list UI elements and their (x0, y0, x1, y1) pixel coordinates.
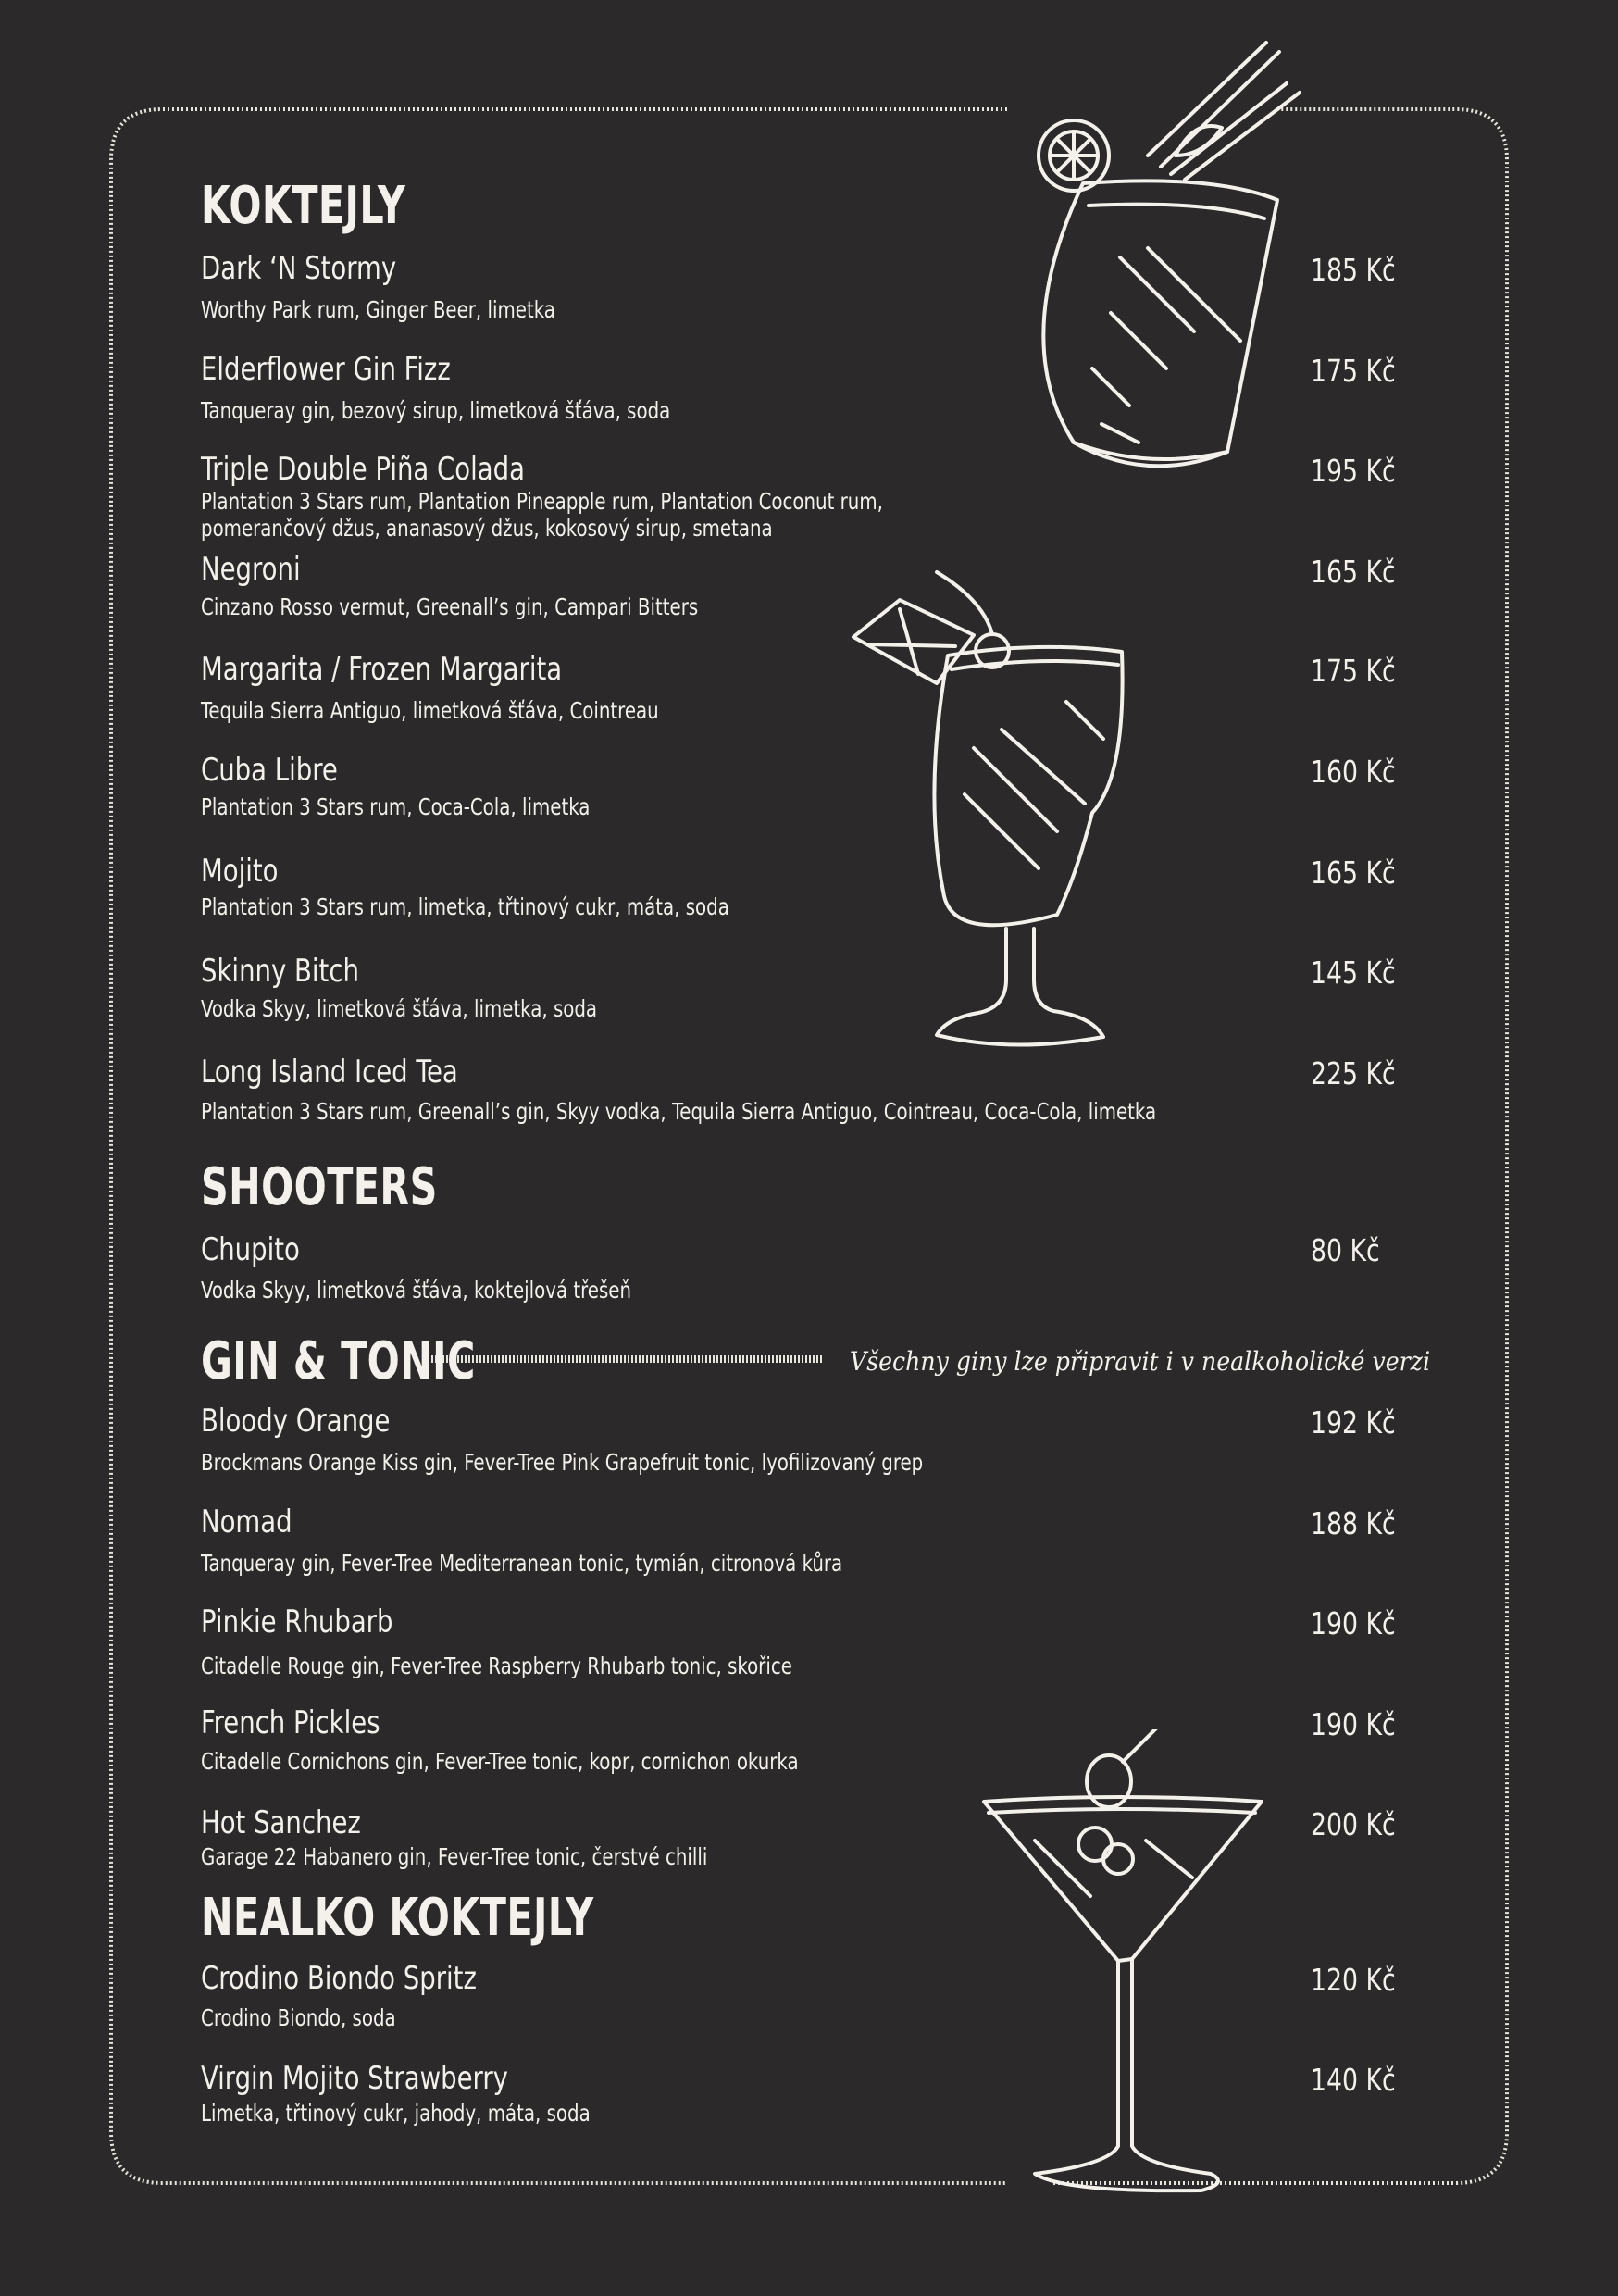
item-description: Tanqueray gin, bezový sirup, limetková šťáva, soda (201, 397, 671, 424)
martini-glass-icon (979, 1729, 1266, 2202)
item-price: 80 Kč (1311, 1232, 1380, 1268)
section-title-koktejly: KOKTEJLY (201, 176, 406, 236)
item-price: 190 Kč (1311, 1706, 1396, 1742)
item-name: Virgin Mojito Strawberry (201, 2060, 508, 2097)
hurricane-glass-icon (844, 563, 1140, 1063)
item-name: Negroni (201, 551, 301, 588)
item-name: Long Island Iced Tea (201, 1054, 458, 1091)
section-title-shooters: SHOOTERS (201, 1157, 438, 1217)
item-description: Tequila Sierra Antiguo, limetková šťáva, Cointreau (201, 697, 659, 724)
item-name: Chupito (201, 1231, 300, 1268)
item-name: Pinkie Rhubarb (201, 1603, 393, 1641)
item-description: Worthy Park rum, Ginger Beer, limetka (201, 296, 555, 323)
item-price: 185 Kč (1311, 252, 1396, 288)
item-description: Plantation 3 Stars rum, Coca-Cola, limetka (201, 793, 591, 820)
item-description: Vodka Skyy, limetková šťáva, limetka, soda (201, 995, 598, 1022)
item-name: Triple Double Piña Colada (201, 451, 525, 488)
item-price: 188 Kč (1311, 1505, 1396, 1541)
highball-glass-icon (1009, 35, 1314, 489)
item-price: 165 Kč (1311, 855, 1396, 891)
item-description: Plantation 3 Stars rum, limetka, třtinový cukr, máta, soda (201, 893, 729, 920)
item-price: 192 Kč (1311, 1404, 1396, 1441)
item-name: Hot Sanchez (201, 1804, 361, 1841)
item-description-line2: pomerančový džus, ananasový džus, kokosový sirup, smetana (201, 515, 773, 542)
item-name: Elderflower Gin Fizz (201, 351, 451, 388)
item-price: 200 Kč (1311, 1806, 1396, 1842)
item-price: 160 Kč (1311, 754, 1396, 790)
item-description: Limetka, třtinový cukr, jahody, máta, soda (201, 2100, 591, 2127)
item-name: Dark ‘N Stormy (201, 250, 397, 287)
item-name: French Pickles (201, 1704, 380, 1741)
item-price: 225 Kč (1311, 1055, 1396, 1092)
item-name: Bloody Orange (201, 1403, 391, 1440)
item-description: Plantation 3 Stars rum, Greenall’s gin, Skyy vodka, Tequila Sierra Antiguo, Cointreau, Coca-Cola, limetka (201, 1098, 1157, 1125)
item-price: 140 Kč (1311, 2062, 1396, 2098)
item-name: Nomad (201, 1504, 292, 1541)
item-name: Margarita / Frozen Margarita (201, 651, 563, 688)
section-title-nealko: NEALKO KOKTEJLY (201, 1888, 594, 1948)
item-name: Crodino Biondo Spritz (201, 1960, 477, 1997)
item-description: Citadelle Rouge gin, Fever-Tree Raspberry Rhubarb tonic, skořice (201, 1653, 792, 1679)
gin-note: Všechny giny lze připravit i v nealkoholické verzi (850, 1346, 1431, 1377)
item-name: Mojito (201, 853, 279, 890)
item-description: Plantation 3 Stars rum, Plantation Pineapple rum, Plantation Coconut rum, (201, 488, 883, 515)
item-description: Crodino Biondo, soda (201, 2004, 396, 2031)
section-title-gin-tonic: GIN & TONIC (201, 1331, 476, 1391)
item-description: Brockmans Orange Kiss gin, Fever-Tree Pink Grapefruit tonic, lyofilizovaný grep (201, 1449, 924, 1476)
item-description: Garage 22 Habanero gin, Fever-Tree tonic, čerstvé chilli (201, 1843, 708, 1870)
item-price: 190 Kč (1311, 1605, 1396, 1641)
item-price: 145 Kč (1311, 955, 1396, 991)
item-price: 175 Kč (1311, 653, 1396, 689)
item-name: Skinny Bitch (201, 953, 359, 990)
item-description: Citadelle Cornichons gin, Fever-Tree tonic, kopr, cornichon okurka (201, 1748, 799, 1775)
item-description: Tanqueray gin, Fever-Tree Mediterranean tonic, tymián, citronová kůra (201, 1550, 843, 1577)
item-price: 175 Kč (1311, 353, 1396, 389)
item-name: Cuba Libre (201, 752, 338, 789)
item-price: 195 Kč (1311, 453, 1396, 489)
item-price: 120 Kč (1311, 1962, 1396, 1998)
item-price: 165 Kč (1311, 554, 1396, 590)
item-description: Vodka Skyy, limetková šťáva, koktejlová třešeň (201, 1277, 631, 1304)
item-description: Cinzano Rosso vermut, Greenall’s gin, Campari Bitters (201, 593, 699, 620)
